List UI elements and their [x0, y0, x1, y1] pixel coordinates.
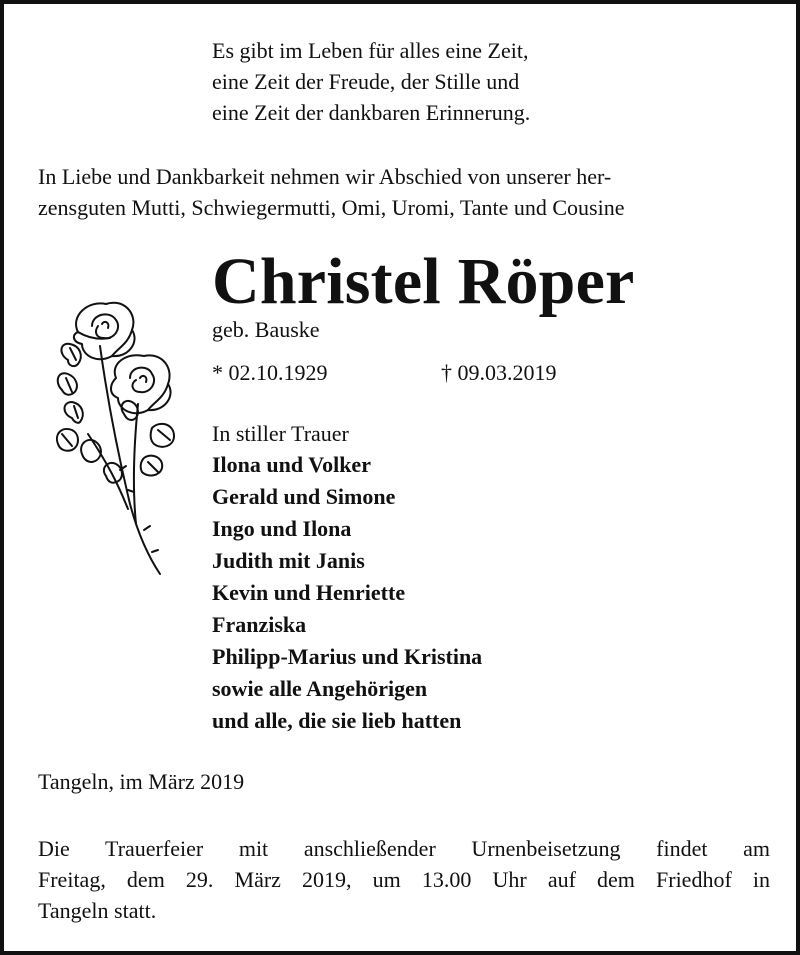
poem-line: Es gibt im Leben für alles eine Zeit,	[212, 38, 529, 63]
maiden-name: geb. Bauske	[212, 317, 320, 342]
intro-line: zensguten Mutti, Schwiegermutti, Omi, Uromi, Tante und Cousine	[38, 195, 625, 220]
list-item: sowie alle Angehörigen	[212, 676, 428, 701]
mourning-intro: In stiller Trauer	[212, 421, 349, 446]
ceremony-text	[38, 833, 770, 926]
poem-line: eine Zeit der dankbaren Erinnerung.	[212, 100, 531, 125]
intro-line: In Liebe und Dankbarkeit nehmen wir Abschied von unserer her-	[38, 164, 612, 189]
list-item: Philipp-Marius und Kristina	[212, 644, 483, 669]
list-item: Judith mit Janis	[212, 548, 365, 573]
death-date: † 09.03.2019	[441, 360, 557, 385]
rose-drawing-icon	[48, 294, 184, 584]
ceremony-line: Freitag, dem 29. März 2019, um 13.00 Uhr auf dem Friedhof in	[38, 867, 770, 892]
list-item: Franziska	[212, 612, 307, 637]
place-date: Tangeln, im März 2019	[38, 769, 245, 794]
list-item: Gerald und Simone	[212, 484, 396, 509]
list-item: Ilona und Volker	[212, 452, 371, 477]
intro-text	[38, 161, 770, 223]
poem-line: eine Zeit der Freude, der Stille und	[212, 69, 520, 94]
list-item: und alle, die sie lieb hatten	[212, 708, 462, 733]
ceremony-line: Die Trauerfeier mit anschließender Urnenbeisetzung findet am	[38, 836, 770, 861]
deceased-name: Christel Röper	[212, 245, 635, 318]
poem	[212, 35, 692, 128]
ceremony-line: Tangeln statt.	[38, 898, 157, 923]
birth-date: * 02.10.1929	[212, 360, 328, 385]
list-item: Kevin und Henriette	[212, 580, 406, 605]
list-item: Ingo und Ilona	[212, 516, 352, 541]
mourners-list	[212, 449, 482, 737]
